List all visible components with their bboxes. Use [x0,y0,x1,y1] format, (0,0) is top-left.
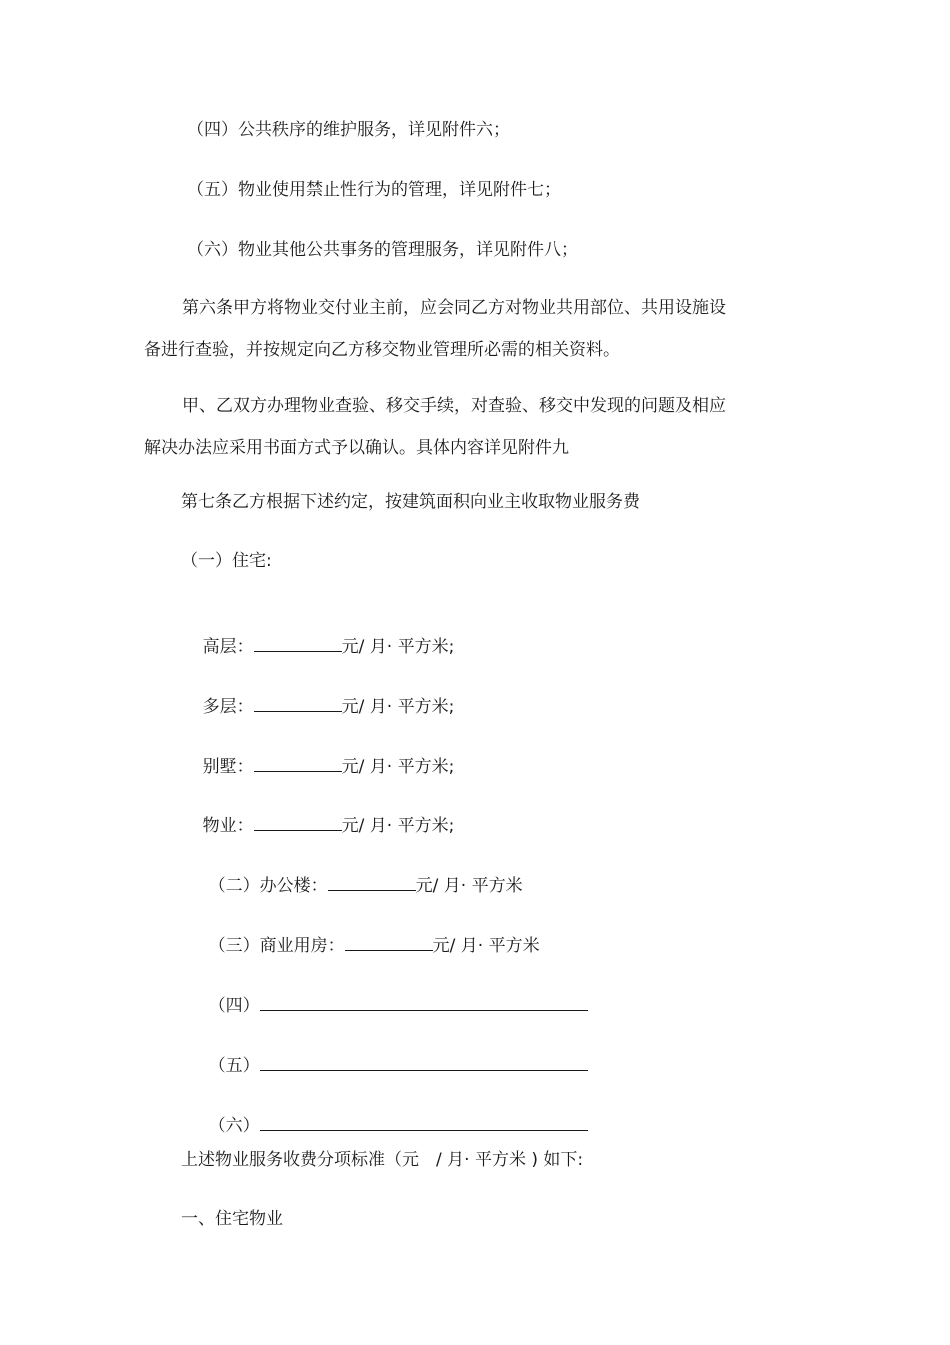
fill-in-blank[interactable] [254,633,342,652]
fill-in-blank[interactable] [254,812,342,831]
fee-label: 别墅： [202,757,254,777]
fee-unit: 元/ 月· 平方米; [341,697,455,717]
item-4: （四）公共秩序的维护服务，详见附件六； [187,120,510,140]
handover-paragraph [144,385,769,469]
item-6: （六）物业其他公共事务的管理服务，详见附件八； [187,240,578,260]
fee-unit: 元/ 月· 平方米; [341,816,455,836]
fill-in-blank[interactable] [254,693,342,712]
fee-label: （五） [208,1056,260,1076]
fee-unit: 元/ 月· 平方米; [341,757,455,777]
fee-unit: 元/ 月· 平方米 [432,936,540,956]
standard-intro: 上述物业服务收费分项标准（元 / 月· 平方米 ) 如下: [181,1150,584,1170]
article-6-paragraph [144,287,769,371]
fee-unit: 元/ 月· 平方米 [415,876,523,896]
fee-label: （三）商业用房： [208,936,345,956]
fee-label: （二）办公楼： [208,876,328,896]
fee-label: 多层： [202,697,254,717]
fee-label: 物业： [202,816,254,836]
article-6-line-1: 第六条甲方将物业交付业主前，应会同乙方对物业共用部位、共用设施设 [182,298,726,318]
fee-label: （四） [208,996,260,1016]
fill-in-blank[interactable] [260,1112,588,1131]
article-7-heading: 第七条乙方根据下述约定，按建筑面积向业主收取物业服务费 [181,492,640,512]
handover-line-2: 解决办法应采用书面方式予以确认。具体内容详见附件九 [144,438,569,458]
fill-in-blank[interactable] [260,992,588,1011]
fee-label: （六） [208,1116,260,1136]
fee-label: 高层： [202,637,254,657]
section-1-heading: 一、住宅物业 [181,1209,283,1229]
item-5: （五）物业使用禁止性行为的管理，详见附件七； [187,180,561,200]
fill-in-blank[interactable] [260,1052,588,1071]
residential-heading: （一）住宅: [181,551,272,571]
article-6-line-2: 备进行查验，并按规定向乙方移交物业管理所必需的相关资料。 [144,340,620,360]
handover-line-1: 甲、乙双方办理物业查验、移交手续，对查验、移交中发现的问题及相应 [182,396,726,416]
fill-in-blank[interactable] [345,932,433,951]
fill-in-blank[interactable] [328,872,416,891]
fee-unit: 元/ 月· 平方米; [341,637,455,657]
fill-in-blank[interactable] [254,753,342,772]
